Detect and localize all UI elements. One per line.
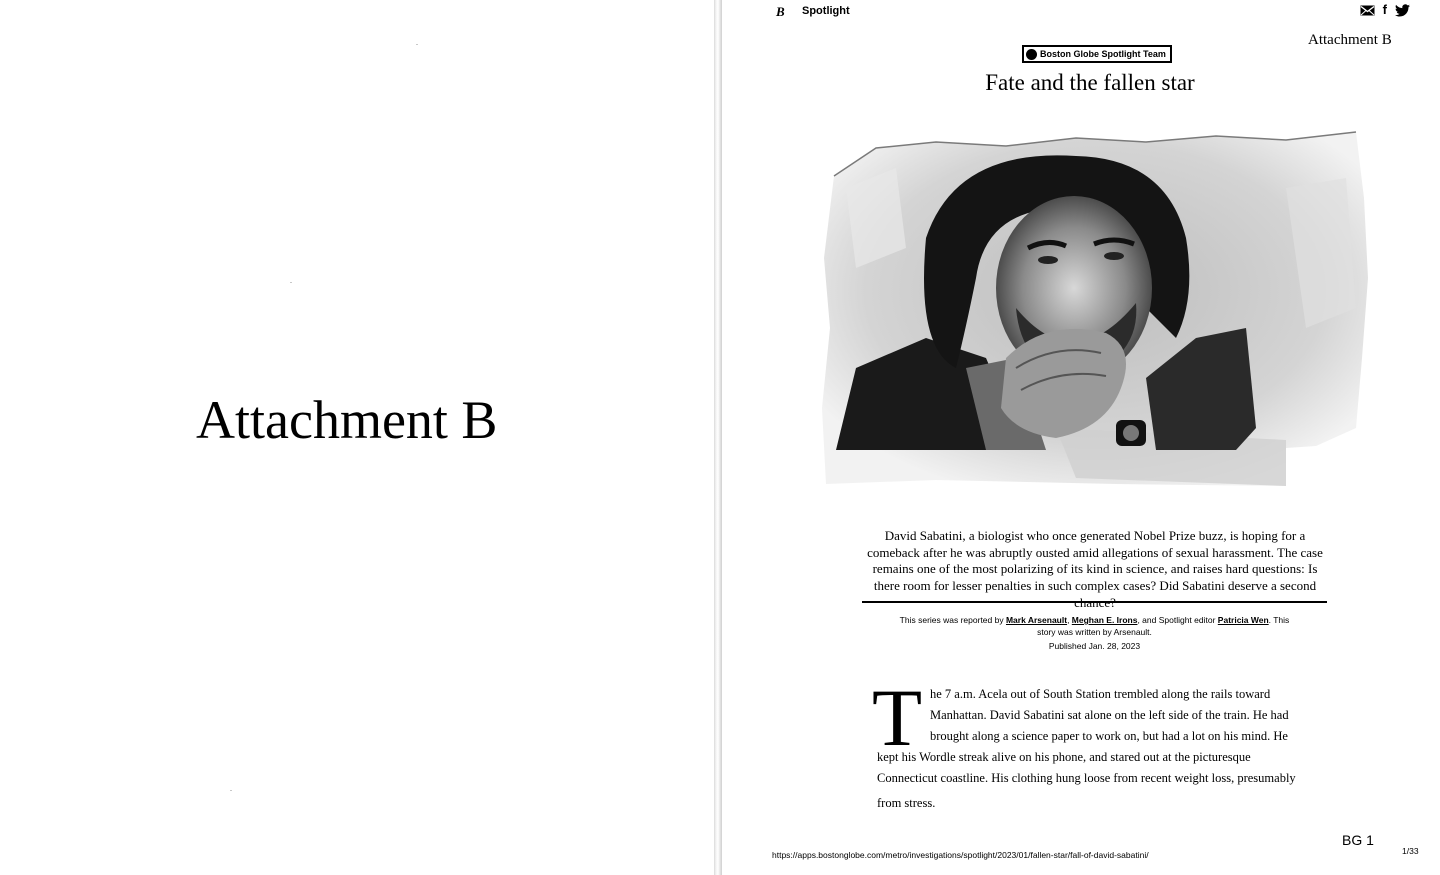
page-gutter [714, 0, 722, 875]
credit-prefix: This series was reported by [899, 615, 1006, 625]
scan-speck [416, 44, 418, 45]
circle-icon [1026, 49, 1037, 60]
source-url[interactable]: https://apps.bostonglobe.com/metro/investigations/spotlight/2023/01/fallen-star/fall-of-david-sabatini/ [772, 850, 1149, 860]
left-page [0, 0, 714, 875]
page-count: 1/33 [1402, 846, 1419, 856]
scan-speck [290, 282, 292, 283]
attachment-label: Attachment B [1308, 32, 1392, 48]
globe-logo-icon[interactable]: B [776, 4, 785, 19]
article-dek: David Sabatini, a biologist who once generated Nobel Prize buzz, is hoping for a comeback after he was abruptly ousted amid allegations of sexual harassment. The case remains one of the most polarizing of its kind in science, and raises hard questions: Is there room for lesser penalties in such complex cases? Did Sabatini deserve a second [867, 528, 1323, 594]
body-line: brought along a science paper to work on, but had a lot on his mind. He [930, 729, 1288, 743]
portrait-photo [816, 128, 1376, 490]
credit-suffix: . This story was written by Arsenault. [1037, 615, 1290, 637]
facebook-icon[interactable]: f [1382, 2, 1387, 17]
attachment-heading: Attachment B [196, 390, 498, 450]
published-date: Published Jan. 28, 2023 [1048, 641, 1141, 651]
scan-speck [230, 790, 232, 791]
spotlight-team-tag[interactable] [1022, 45, 1172, 63]
body-line: kept his Wordle streak alive on his phone, and stared out at the picturesque [877, 750, 1251, 764]
author-link-arsenault[interactable]: Mark Arsenault [1005, 615, 1068, 625]
right-page [722, 0, 1440, 875]
credit-sep: , [1067, 615, 1072, 625]
byline-credit [892, 614, 1297, 638]
section-name[interactable]: Spotlight [802, 5, 850, 17]
divider-rule [862, 601, 1327, 603]
mail-icon[interactable] [1360, 5, 1375, 16]
drop-cap: T [872, 672, 923, 763]
twitter-icon[interactable] [1395, 4, 1410, 17]
team-tag-label: Boston Globe Spotlight Team [1040, 49, 1166, 59]
body-line: from stress. [877, 796, 936, 810]
author-link-wen[interactable]: Patricia Wen [1217, 615, 1269, 625]
body-line: he 7 a.m. Acela out of South Station trembled along the rails toward [930, 687, 1271, 701]
body-line: Manhattan. David Sabatini sat alone on the left side of the train. He had [930, 708, 1289, 722]
share-bar [1360, 3, 1410, 17]
body-line: Connecticut coastline. His clothing hung loose from recent weight loss, presumably [877, 771, 1296, 785]
bates-number: BG 1 [1342, 832, 1374, 848]
article-headline: Fate and the fallen star [985, 70, 1195, 95]
author-link-irons[interactable]: Meghan E. Irons [1071, 615, 1138, 625]
credit-mid: , and Spotlight editor [1137, 615, 1218, 625]
